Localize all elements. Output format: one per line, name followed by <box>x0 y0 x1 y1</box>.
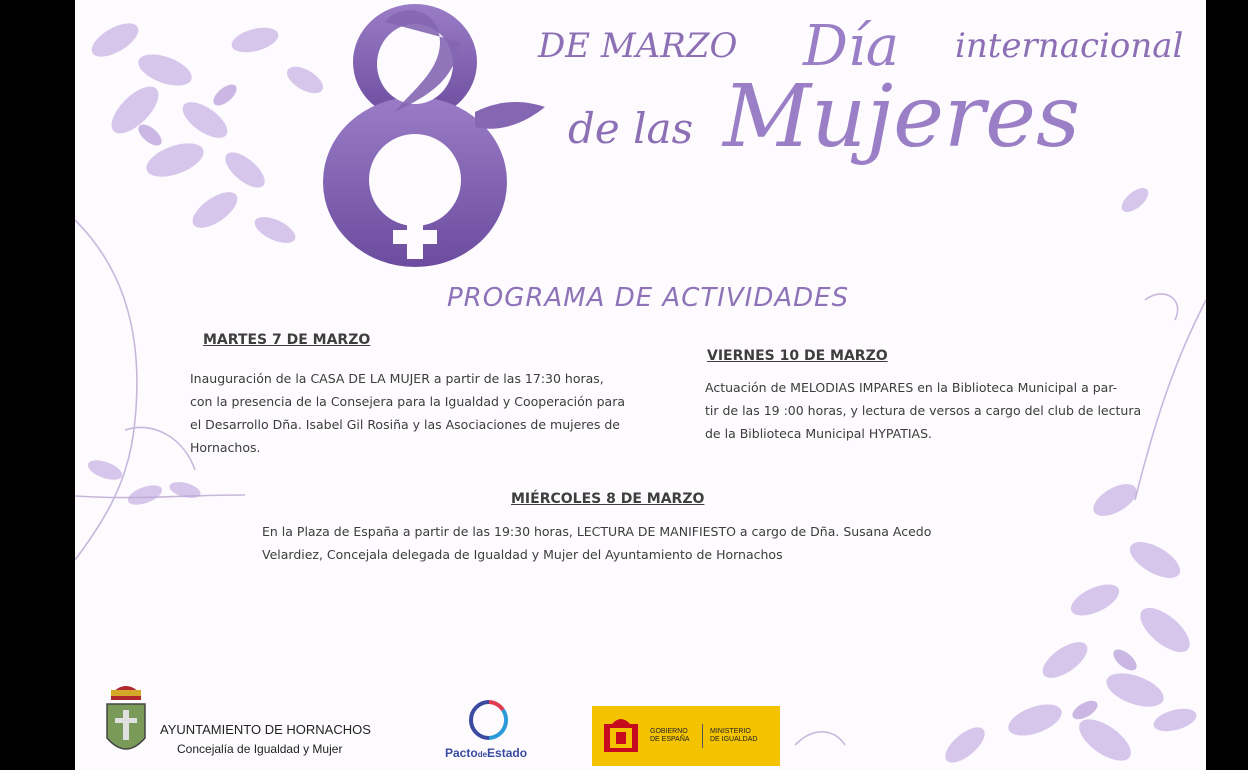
header-dia: Día <box>803 14 900 79</box>
ministerio-label <box>710 728 757 744</box>
concejalia-name: Concejalía de Igualdad y Mujer <box>177 742 343 756</box>
poster <box>75 0 1206 770</box>
ministerio-line: DE IGUALDAD <box>710 736 758 743</box>
event-line: Velardiez, Concejala delegada de Igualdad y Mujer del Ayuntamiento de Hornachos <box>262 547 783 562</box>
gobierno-line: GOBIERNO <box>650 728 688 735</box>
event-line: con la presencia de la Consejera para la Igualdad y Cooperación para <box>190 394 626 409</box>
event-line: tir de las 19 :00 horas, y lectura de versos a cargo del club de lectura <box>705 403 1142 418</box>
gobierno-espana-banner <box>592 706 780 766</box>
ayuntamiento-name: AYUNTAMIENTO DE HORNACHOS <box>160 722 371 737</box>
ministerio-line: MINISTERIO <box>710 728 751 735</box>
event-description-viernes <box>705 376 1141 445</box>
event-description-miercoles <box>262 520 931 566</box>
spain-coat-of-arms-icon <box>600 714 642 758</box>
pacto-word: Pacto <box>445 746 478 760</box>
event-day-miercoles: MIÉRCOLES 8 DE MARZO <box>511 491 705 507</box>
header-de-marzo: DE MARZO <box>538 26 738 66</box>
event-line: Actuación de MELODIAS IMPARES en la Biblioteca Municipal a par- <box>705 380 1118 395</box>
event-line: Hornachos. <box>190 440 261 455</box>
pacto-de-word: de <box>477 750 488 759</box>
estado-word: Estado <box>487 746 528 760</box>
banner-divider <box>702 724 703 748</box>
pacto-estado-logo-icon <box>459 698 519 746</box>
event-line: En la Plaza de España a partir de las 19:30 horas, LECTURA DE MANIFIESTO a cargo de Dña. Susana Acedo <box>262 524 932 539</box>
eight-women-logo <box>315 2 555 272</box>
event-line: de la Biblioteca Municipal HYPATIAS. <box>705 426 933 441</box>
program-title: PROGRAMA DE ACTIVIDADES <box>447 283 850 313</box>
header-de-las: de las <box>568 104 694 153</box>
hornachos-coat-of-arms-icon <box>101 676 151 766</box>
gobierno-label <box>650 728 690 744</box>
pacto-estado-label <box>445 746 527 760</box>
event-day-martes: MARTES 7 DE MARZO <box>203 332 371 348</box>
event-day-viernes: VIERNES 10 DE MARZO <box>707 348 888 364</box>
event-line: Inauguración de la CASA DE LA MUJER a partir de las 17:30 horas, <box>190 371 604 386</box>
header-mujeres: Mujeres <box>723 67 1081 167</box>
event-description-martes <box>190 367 625 459</box>
event-line: el Desarrollo Dña. Isabel Gil Rosiña y las Asociaciones de mujeres de <box>190 417 620 432</box>
gobierno-line: DE ESPAÑA <box>650 736 690 743</box>
header-internacional: internacional <box>955 26 1184 66</box>
